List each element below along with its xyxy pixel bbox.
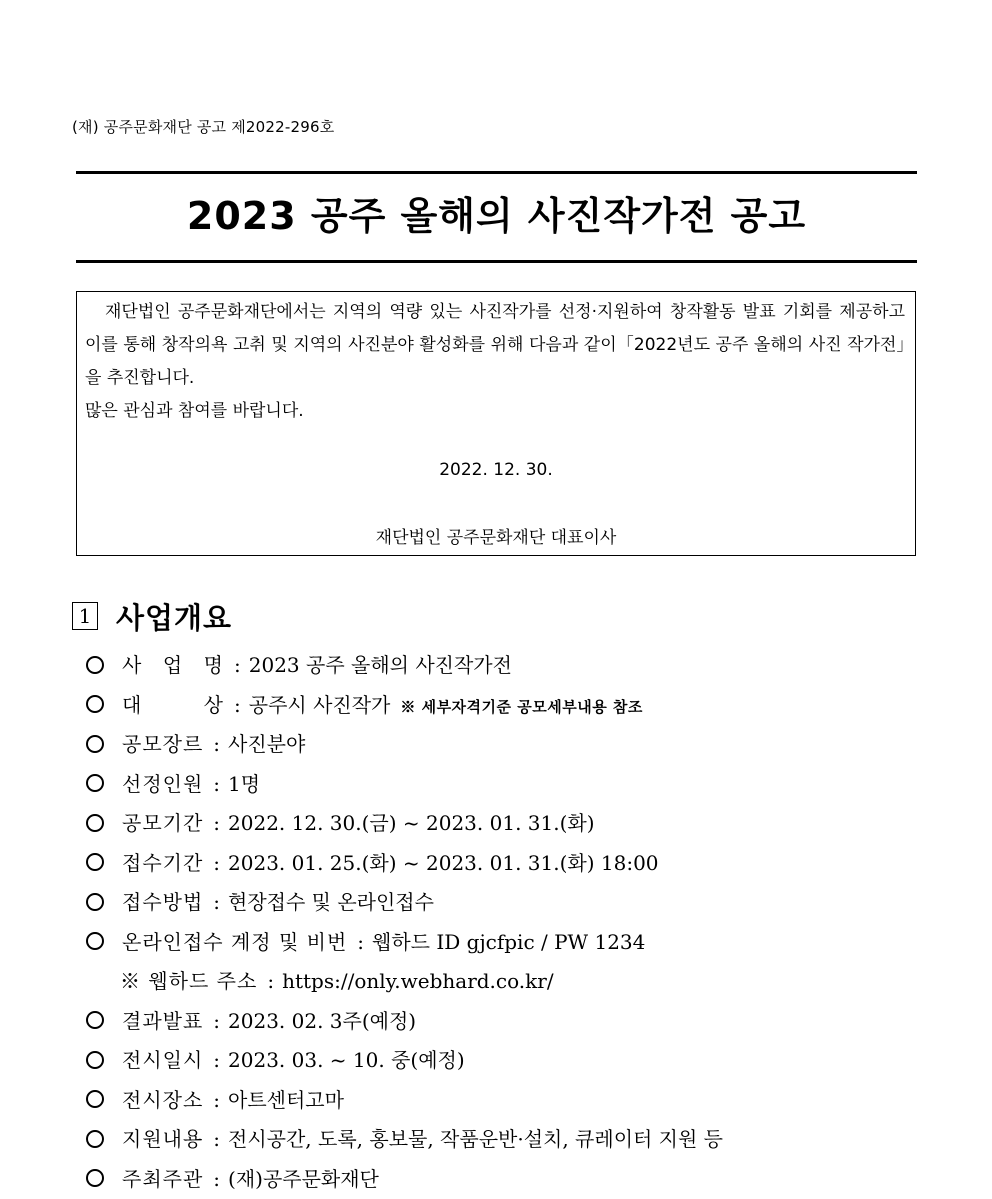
page-title: 2023 공주 올해의 사진작가전 공고 <box>76 190 917 242</box>
section-heading <box>72 596 232 636</box>
item-label: 온라인접수 계정 및 비번 <box>122 930 347 954</box>
circle-bullet-icon <box>86 853 104 871</box>
colon: : <box>213 1088 220 1112</box>
circle-bullet-icon <box>86 1090 104 1108</box>
item-label: 공모기간 <box>122 811 203 835</box>
list-item-support <box>86 1120 966 1160</box>
item-label: 지원내용 <box>122 1127 203 1151</box>
item-note: ※ 세부자격기준 공모세부내용 참조 <box>400 698 643 716</box>
list-item-period <box>86 804 966 844</box>
item-value: 2022. 12. 30.(금) ~ 2023. 01. 31.(화) <box>228 811 595 835</box>
circle-bullet-icon <box>86 1169 104 1187</box>
item-label: 공모장르 <box>122 732 203 756</box>
colon: : <box>213 811 220 835</box>
list-item-genre <box>86 725 966 765</box>
item-label: 결과발표 <box>122 1009 203 1033</box>
item-label: 전시일시 <box>122 1048 203 1072</box>
colon: : <box>213 851 220 875</box>
section-title: 사업개요 <box>116 596 232 637</box>
item-label: 접수기간 <box>122 851 203 875</box>
item-value: 전시공간, 도록, 홍보물, 작품운반·설치, 큐레이터 지원 등 <box>228 1127 723 1151</box>
notice-number: (재) 공주문화재단 공고 제2022-296호 <box>72 116 334 137</box>
circle-bullet-icon <box>86 1051 104 1069</box>
item-label: 사 업 명 <box>122 646 224 686</box>
webhard-url: https://only.webhard.co.kr/ <box>282 969 554 993</box>
item-value: (재)공주문화재단 <box>228 1167 379 1191</box>
list-item-exhibit-date <box>86 1041 966 1081</box>
overview-list <box>86 646 966 1199</box>
list-item-name <box>86 646 966 686</box>
item-value: 아트센터고마 <box>228 1088 344 1112</box>
list-item-count <box>86 765 966 805</box>
list-item-online-account <box>86 923 966 963</box>
item-value: 현장접수 및 온라인접수 <box>228 890 434 914</box>
circle-bullet-icon <box>86 1130 104 1148</box>
circle-bullet-icon <box>86 932 104 950</box>
title-rule-bottom <box>76 260 917 263</box>
list-item-organizer <box>86 1160 966 1199</box>
item-value: 2023. 01. 25.(화) ~ 2023. 01. 31.(화) 18:00 <box>228 851 659 875</box>
item-label: ※ 웹하드 주소 <box>120 969 257 993</box>
item-value: 2023. 03. ~ 10. 중(예정) <box>228 1048 465 1072</box>
title-rule-top <box>76 171 917 174</box>
list-item-webhard-address <box>86 962 966 1002</box>
item-value: 공주시 사진작가 <box>249 693 391 717</box>
item-label: 주최주관 <box>122 1167 203 1191</box>
item-value: 웹하드 ID gjcfpic / PW 1234 <box>372 930 645 954</box>
section-number: 1 <box>72 602 98 630</box>
colon: : <box>213 1167 220 1191</box>
colon: : <box>213 890 220 914</box>
item-value: 1명 <box>228 772 260 796</box>
colon: : <box>234 653 241 677</box>
circle-bullet-icon <box>86 735 104 753</box>
notice-date: 2022. 12. 30. <box>77 460 915 480</box>
circle-bullet-icon <box>86 814 104 832</box>
item-value: 2023 공주 올해의 사진작가전 <box>249 653 512 677</box>
intro-box <box>76 291 916 556</box>
list-item-result <box>86 1002 966 1042</box>
colon: : <box>213 1127 220 1151</box>
colon: : <box>234 693 241 717</box>
circle-bullet-icon <box>86 695 104 713</box>
list-item-target <box>86 686 966 726</box>
circle-bullet-icon <box>86 656 104 674</box>
colon: : <box>357 930 364 954</box>
list-item-receipt-period <box>86 844 966 884</box>
list-item-exhibit-venue <box>86 1081 966 1121</box>
item-label: 전시장소 <box>122 1088 203 1112</box>
intro-closing: 많은 관심과 참여를 바랍니다. <box>85 395 905 428</box>
colon: : <box>213 1009 220 1033</box>
circle-bullet-icon <box>86 893 104 911</box>
item-label: 선정인원 <box>122 772 203 796</box>
item-label: 대 상 <box>122 686 224 726</box>
circle-bullet-icon <box>86 1011 104 1029</box>
colon: : <box>213 732 220 756</box>
item-value: 2023. 02. 3주(예정) <box>228 1009 416 1033</box>
item-label: 접수방법 <box>122 890 203 914</box>
colon: : <box>213 772 220 796</box>
notice-signature: 재단법인 공주문화재단 대표이사 <box>77 523 915 548</box>
list-item-receipt-method <box>86 883 966 923</box>
colon: : <box>267 969 274 993</box>
circle-bullet-icon <box>86 774 104 792</box>
item-value: 사진분야 <box>228 732 305 756</box>
intro-paragraph-text: 재단법인 공주문화재단에서는 지역의 역량 있는 사진작가를 선정·지원하여 창작활동 발표 기회를 제공하고 이를 통해 창작의욕 고취 및 지역의 사진분야 활성화를 위해 다음과 같이「2022년도 공주 올해의 사진 작가전」을 추진합니다. <box>85 302 905 388</box>
colon: : <box>213 1048 220 1072</box>
intro-paragraph <box>85 296 905 395</box>
